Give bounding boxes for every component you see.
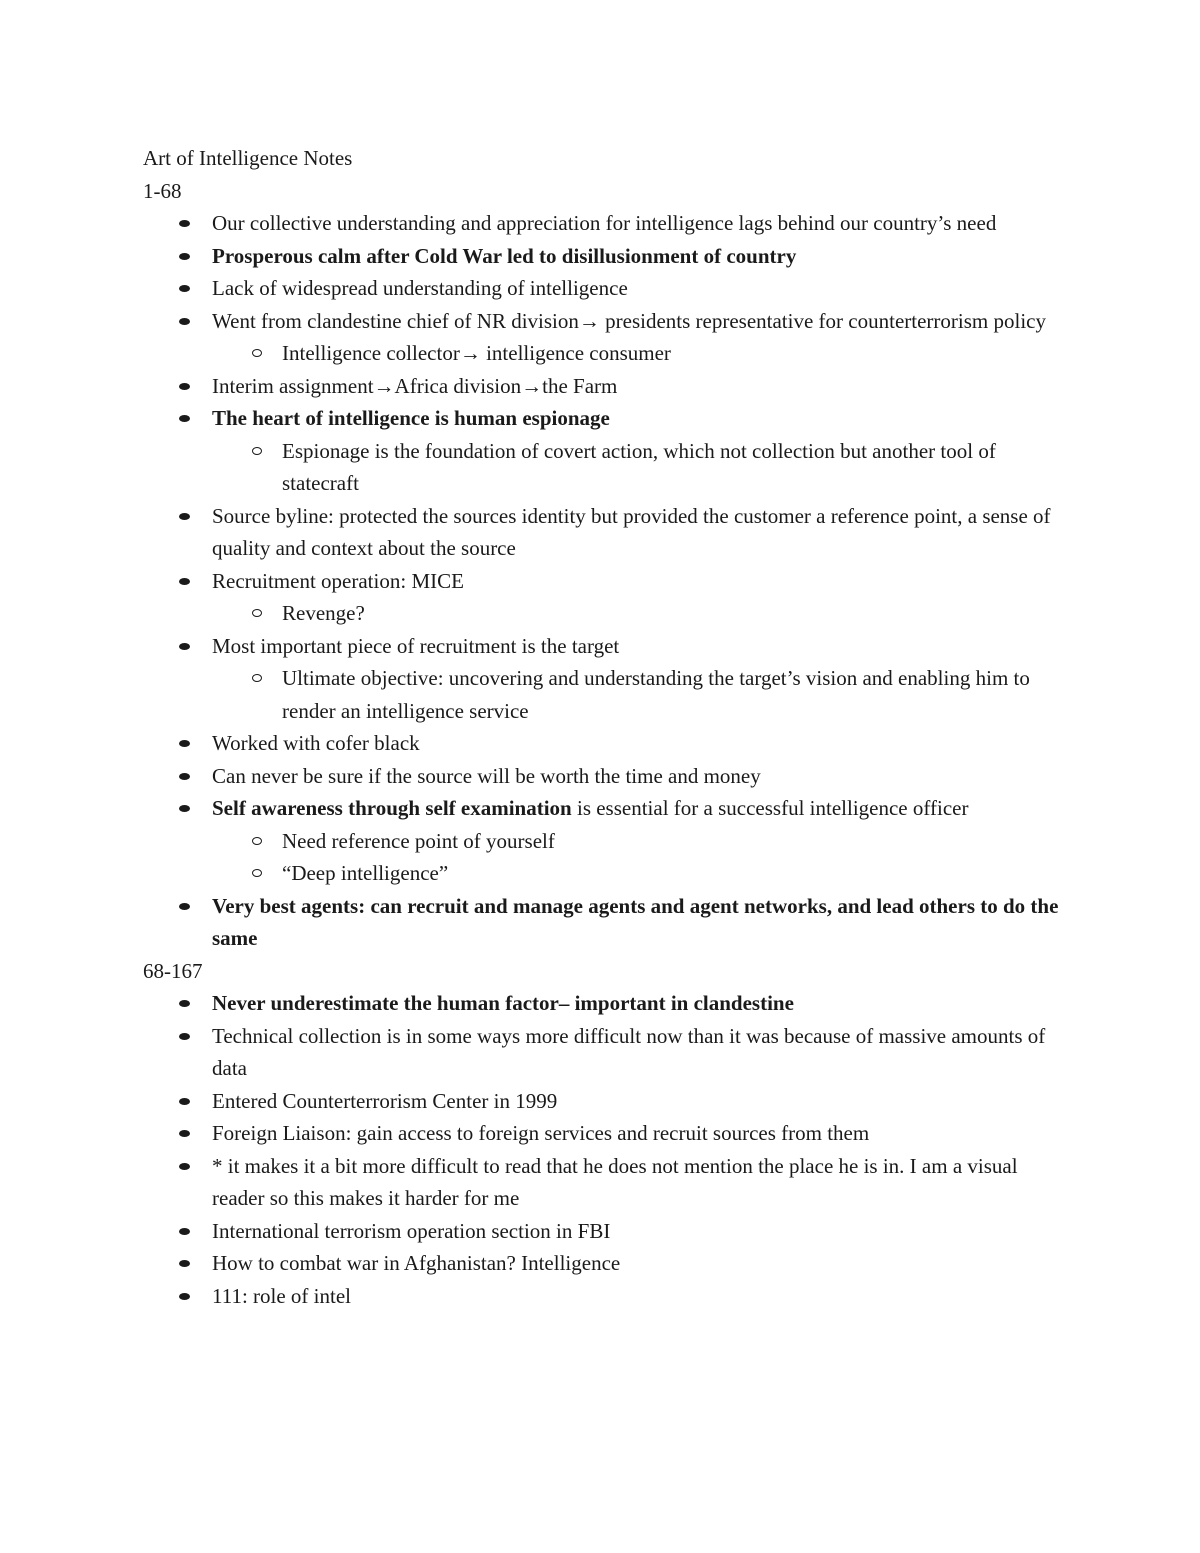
list-item [143,240,1073,273]
hollow-bullet-icon [252,609,262,617]
bullet-list [143,207,1073,955]
sub-list-item [212,825,1073,858]
bullet-icon [179,285,190,292]
list-item-text: The heart of intelligence is human espionage [212,406,610,430]
list-item-text: Went from clandestine chief of NR division→ presidents representative for counterterrorism policy [212,308,1046,333]
bullet-icon [179,643,190,650]
list-item [143,727,1073,760]
list-item [143,565,1073,630]
bullet-icon [179,1293,190,1300]
document-body [143,142,1073,1312]
list-item-text: Very best agents: can recruit and manage agents and agent networks, and lead others to do the same [212,893,1059,950]
list-item-text: Can never be sure if the source will be worth the time and money [212,763,761,788]
list-item-text: Lack of widespread understanding of intelligence [212,276,628,300]
sub-list-item-text: Need reference point of yourself [282,828,555,853]
bullet-icon [179,903,190,910]
list-item-text: Worked with cofer black [212,731,420,755]
sub-bullet-list [212,597,1073,630]
list-item-text: International terrorism operation section in FBI [212,1218,611,1243]
bullet-icon [179,1130,190,1137]
list-item-text: is essential for a successful intelligence officer [571,796,969,820]
bullet-icon [179,805,190,812]
list-item-text: Prosperous calm after Cold War led to disillusionment of country [212,243,797,268]
document-title: Art of Intelligence Notes [143,146,353,170]
bullet-icon [179,1228,190,1235]
hollow-bullet-icon [252,447,262,455]
bullet-icon [179,383,190,390]
sub-bullet-list [212,337,1073,370]
sub-list-item-text: “Deep intelligence” [282,861,449,885]
bullet-icon [179,220,190,227]
sub-bullet-list [212,825,1073,890]
sub-list-item [212,337,1073,370]
list-item [143,1117,1073,1150]
hollow-bullet-icon [252,674,262,682]
bullet-icon [179,578,190,585]
list-item [143,1215,1073,1248]
list-item [143,1150,1073,1215]
list-item [143,207,1073,240]
sub-bullet-list [212,435,1073,500]
sub-list-item-text: Intelligence collector→ intelligence consumer [282,341,671,365]
list-item-text: * it makes it a bit more difficult to read that he does not mention the place he is in. I am a visual reader so this makes it harder for me [212,1153,1018,1210]
list-item-text: Foreign Liaison: gain access to foreign services and recruit sources from them [212,1121,870,1145]
list-item [143,1020,1073,1085]
list-item-text: How to combat war in Afghanistan? Intelligence [212,1251,621,1275]
list-item [143,402,1073,500]
list-item-bold-text: Self awareness through self examination [212,796,572,820]
sub-list-item [212,662,1073,727]
list-item-text: Recruitment operation: MICE [212,568,464,593]
bullet-icon [179,1260,190,1267]
list-item [143,760,1073,793]
hollow-bullet-icon [252,869,262,877]
list-item [143,792,1073,890]
bullet-icon [179,740,190,747]
list-item-text: Interim assignment→Africa division→the Farm [212,373,618,398]
list-item-text: Entered Counterterrorism Center in 1999 [212,1088,558,1113]
bullet-icon [179,1033,190,1040]
bullet-icon [179,1163,190,1170]
bullet-icon [179,1000,190,1007]
list-item-text: Never underestimate the human factor– important in clandestine [212,991,794,1015]
list-item [143,272,1073,305]
bullet-list [143,987,1073,1312]
list-item [143,1247,1073,1280]
list-item [143,370,1073,403]
bullet-icon [179,253,190,260]
list-item [143,630,1073,728]
bullet-icon [179,415,190,422]
sub-list-item-text: Ultimate objective: uncovering and understanding the target’s vision and enabling him to render an intelligence service [282,666,1030,723]
sub-list-item [212,857,1073,890]
bullet-icon [179,773,190,780]
list-item [143,305,1073,370]
sub-list-item-text: Revenge? [282,601,365,625]
list-item-text: Technical collection is in some ways more difficult now than it was because of massive amounts of data [212,1023,1046,1080]
bullet-icon [179,318,190,325]
sub-list-item [212,597,1073,630]
bullet-icon [179,1098,190,1105]
bullet-icon [179,513,190,520]
list-item-text: Most important piece of recruitment is the target [212,633,620,658]
list-item-text: Our collective understanding and appreciation for intelligence lags behind our country’s need [212,211,997,235]
list-item [143,500,1073,565]
sub-bullet-list [212,662,1073,727]
sub-list-item-text: Espionage is the foundation of covert action, which not collection but another tool of statecraft [282,438,996,495]
list-item [143,1280,1073,1313]
sub-list-item [212,435,1073,500]
list-item [143,987,1073,1020]
list-item-text: Source byline: protected the sources identity but provided the customer a reference point, a sense of quality and context about the source [212,503,1051,560]
list-item-text: 111: role of intel [212,1283,351,1308]
hollow-bullet-icon [252,349,262,357]
list-item [143,890,1073,955]
list-item [143,1085,1073,1118]
section-range-heading: 68-167 [143,958,203,983]
hollow-bullet-icon [252,837,262,845]
section-range-heading: 1-68 [143,178,182,203]
